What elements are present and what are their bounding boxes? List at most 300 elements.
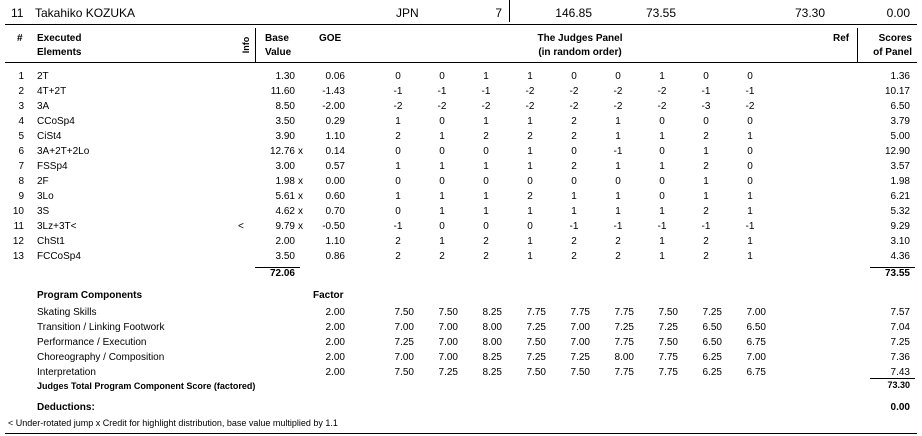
judge-goe-mark: 0 <box>439 176 445 187</box>
element-score: 4.36 <box>890 251 910 262</box>
judge-component-mark: 6.75 <box>746 367 766 378</box>
judge-goe-mark: 0 <box>571 146 577 157</box>
col-scores-header: Scores <box>878 33 912 44</box>
judge-goe-mark: 0 <box>747 161 753 172</box>
judge-goe-mark: 0 <box>747 116 753 127</box>
judge-component-mark: 8.00 <box>482 337 502 348</box>
element-score: 3.79 <box>890 116 910 127</box>
judge-goe-mark: 1 <box>527 161 533 172</box>
judge-component-mark: 7.25 <box>526 352 546 363</box>
judge-goe-mark: 1 <box>527 236 533 247</box>
judge-goe-mark: 0 <box>747 146 753 157</box>
judge-component-mark: 7.25 <box>394 337 414 348</box>
element-score: 3.10 <box>890 236 910 247</box>
element-base-value: 5.61 <box>275 191 295 202</box>
col-elements-header: Elements <box>37 47 82 58</box>
judge-component-mark: 7.75 <box>658 352 678 363</box>
judge-component-mark: 7.00 <box>438 322 458 333</box>
element-goe: 0.00 <box>325 176 345 187</box>
judge-goe-mark: 2 <box>395 131 401 142</box>
col-goe-header: GOE <box>319 33 342 44</box>
judge-goe-mark: 0 <box>395 71 401 82</box>
judge-component-mark: 8.25 <box>482 352 502 363</box>
judge-goe-mark: -2 <box>569 86 579 97</box>
judge-goe-mark: 1 <box>439 191 445 202</box>
judge-component-mark: 7.25 <box>614 322 634 333</box>
judge-goe-mark: 1 <box>439 206 445 217</box>
element-number: 8 <box>18 176 24 187</box>
judge-goe-mark: -2 <box>613 101 623 112</box>
component-name: Interpretation <box>37 367 96 378</box>
judge-goe-mark: 0 <box>659 176 665 187</box>
judge-goe-mark: 1 <box>527 71 533 82</box>
judge-goe-mark: 0 <box>571 176 577 187</box>
element-goe: 1.10 <box>325 236 345 247</box>
judge-goe-mark: -2 <box>437 101 447 112</box>
element-base-value: 3.50 <box>275 116 295 127</box>
col-executed-header: Executed <box>37 33 82 44</box>
components-title: Program Components <box>37 290 143 301</box>
judge-component-mark: 7.00 <box>570 337 590 348</box>
judge-component-mark: 7.00 <box>746 307 766 318</box>
judge-goe-mark: 1 <box>527 146 533 157</box>
element-number: 3 <box>18 101 24 112</box>
judge-goe-mark: 1 <box>571 206 577 217</box>
judge-goe-mark: 1 <box>659 251 665 262</box>
judge-goe-mark: 2 <box>571 131 577 142</box>
components-total: 73.30 <box>887 380 910 390</box>
judge-goe-mark: 1 <box>615 191 621 202</box>
base-value-total: 72.06 <box>269 268 295 279</box>
judge-goe-mark: -1 <box>745 86 755 97</box>
judge-goe-mark: 1 <box>483 191 489 202</box>
col-info-header: Info <box>241 36 251 54</box>
judge-component-mark: 7.75 <box>614 367 634 378</box>
element-row <box>0 146 922 161</box>
component-name: Transition / Linking Footwork <box>37 322 165 333</box>
element-base-value: 12.76 <box>269 146 295 157</box>
judge-goe-mark: 1 <box>659 71 665 82</box>
judge-goe-mark: -2 <box>613 86 623 97</box>
component-row <box>0 322 922 337</box>
element-row <box>0 131 922 146</box>
judge-component-mark: 7.50 <box>526 337 546 348</box>
judge-goe-mark: 1 <box>527 116 533 127</box>
total-component-score: 73.30 <box>794 6 825 20</box>
col-ref-header: Ref <box>833 33 850 44</box>
judge-component-mark: 7.25 <box>438 367 458 378</box>
judge-component-mark: 7.00 <box>570 322 590 333</box>
element-code: CCoSp4 <box>37 116 75 127</box>
judge-goe-mark: 0 <box>659 146 665 157</box>
col-num-header: # <box>17 33 23 44</box>
judge-goe-mark: -1 <box>613 221 623 232</box>
judge-component-mark: 6.25 <box>702 367 722 378</box>
judge-goe-mark: 1 <box>747 236 753 247</box>
judge-component-mark: 8.25 <box>482 307 502 318</box>
judge-component-mark: 6.50 <box>746 322 766 333</box>
total-element-score: 73.55 <box>645 6 676 20</box>
element-goe: 0.57 <box>325 161 345 172</box>
bottom-rule <box>5 433 917 434</box>
judge-goe-mark: 2 <box>615 236 621 247</box>
judge-goe-mark: 2 <box>571 161 577 172</box>
judge-component-mark: 6.50 <box>702 322 722 333</box>
element-number: 12 <box>12 236 24 247</box>
judge-goe-mark: 1 <box>615 161 621 172</box>
element-base-value: 3.00 <box>275 161 295 172</box>
element-goe: -0.50 <box>322 221 345 232</box>
judge-goe-mark: 1 <box>615 116 621 127</box>
judge-goe-mark: 1 <box>395 191 401 202</box>
element-code: 2T <box>37 71 49 82</box>
element-row <box>0 176 922 191</box>
judge-component-mark: 8.00 <box>482 322 502 333</box>
skater-rank: 11 <box>11 6 24 20</box>
judge-goe-mark: 2 <box>483 131 489 142</box>
judge-goe-mark: 1 <box>615 206 621 217</box>
judge-goe-mark: 0 <box>395 176 401 187</box>
element-goe: -1.43 <box>322 86 345 97</box>
summary-divider <box>509 0 510 22</box>
judge-goe-mark: 0 <box>439 116 445 127</box>
judge-goe-mark: 1 <box>659 161 665 172</box>
judge-goe-mark: -2 <box>657 101 667 112</box>
judge-component-mark: 7.00 <box>394 352 414 363</box>
judge-goe-mark: -2 <box>525 101 535 112</box>
judge-component-mark: 7.50 <box>658 307 678 318</box>
element-base-value: 1.98 <box>275 176 295 187</box>
judge-goe-mark: -2 <box>745 101 755 112</box>
judge-goe-mark: 0 <box>527 176 533 187</box>
judge-goe-mark: 2 <box>439 251 445 262</box>
element-number: 5 <box>18 131 24 142</box>
element-number: 6 <box>18 146 24 157</box>
element-row <box>0 251 922 266</box>
total-segment-score: 146.85 <box>555 6 592 20</box>
judge-goe-mark: 1 <box>483 116 489 127</box>
judge-goe-mark: 2 <box>703 161 709 172</box>
judge-component-mark: 7.50 <box>658 337 678 348</box>
element-row <box>0 86 922 101</box>
element-code: 3Lz+3T< <box>37 221 77 232</box>
element-code: 4T+2T <box>37 86 67 97</box>
judge-goe-mark: 2 <box>483 236 489 247</box>
component-score: 7.25 <box>890 337 910 348</box>
component-row <box>0 367 922 382</box>
element-row <box>0 161 922 176</box>
judge-component-mark: 7.00 <box>438 352 458 363</box>
starting-number: 7 <box>495 6 502 20</box>
judge-goe-mark: 0 <box>571 71 577 82</box>
score-total-rule <box>870 267 915 268</box>
element-code: FCCoSp4 <box>37 251 81 262</box>
judge-goe-mark: -1 <box>657 221 667 232</box>
judge-goe-mark: 1 <box>703 176 709 187</box>
col-base-header: Base <box>265 33 289 44</box>
judge-goe-mark: 2 <box>483 251 489 262</box>
element-base-value: 3.90 <box>275 131 295 142</box>
judge-goe-mark: 1 <box>439 161 445 172</box>
judge-component-mark: 7.25 <box>526 322 546 333</box>
skater-name: Takahiko KOZUKA <box>35 6 136 20</box>
judge-component-mark: 7.25 <box>658 322 678 333</box>
element-number: 7 <box>18 161 24 172</box>
judge-goe-mark: -2 <box>569 101 579 112</box>
col-value-header: Value <box>265 47 292 58</box>
judge-goe-mark: -1 <box>745 221 755 232</box>
header-rule <box>5 62 917 63</box>
element-goe: 1.10 <box>325 131 345 142</box>
col-of-panel-header: of Panel <box>873 47 912 58</box>
element-goe: 0.86 <box>325 251 345 262</box>
element-goe: 0.60 <box>325 191 345 202</box>
judge-component-mark: 7.75 <box>658 367 678 378</box>
judge-component-mark: 6.75 <box>746 337 766 348</box>
element-goe: 0.14 <box>325 146 345 157</box>
judge-goe-mark: 2 <box>703 236 709 247</box>
components-total-label: Judges Total Program Component Score (factored) <box>37 381 256 391</box>
elements-score-total: 73.55 <box>884 268 910 279</box>
element-code: 2F <box>37 176 49 187</box>
judge-goe-mark: 0 <box>615 71 621 82</box>
element-row <box>0 236 922 251</box>
judge-component-mark: 7.25 <box>570 352 590 363</box>
element-row <box>0 101 922 116</box>
element-number: 1 <box>18 71 24 82</box>
judge-goe-mark: 1 <box>659 131 665 142</box>
element-goe: -2.00 <box>322 101 345 112</box>
judge-goe-mark: 0 <box>659 191 665 202</box>
judges-panel-header: The Judges Panel <box>537 33 623 44</box>
judge-goe-mark: 0 <box>703 71 709 82</box>
judge-component-mark: 7.00 <box>394 322 414 333</box>
judge-goe-mark: 2 <box>571 116 577 127</box>
judge-goe-mark: 2 <box>571 251 577 262</box>
judge-component-mark: 6.50 <box>702 337 722 348</box>
element-number: 4 <box>18 116 24 127</box>
component-row <box>0 337 922 352</box>
component-factor: 2.00 <box>325 337 345 348</box>
element-bonus-flag: x <box>298 206 303 217</box>
judge-goe-mark: 1 <box>747 206 753 217</box>
judge-goe-mark: 1 <box>439 131 445 142</box>
component-row <box>0 307 922 322</box>
element-number: 9 <box>18 191 24 202</box>
component-score: 7.43 <box>890 367 910 378</box>
judge-goe-mark: 0 <box>527 221 533 232</box>
judge-goe-mark: 1 <box>747 131 753 142</box>
element-base-value: 2.00 <box>275 236 295 247</box>
element-row <box>0 206 922 221</box>
element-number: 11 <box>13 221 24 232</box>
deductions-value: 0.00 <box>890 402 910 413</box>
judge-goe-mark: 2 <box>527 191 533 202</box>
judge-goe-mark: -1 <box>393 86 403 97</box>
judge-goe-mark: 0 <box>395 146 401 157</box>
element-code: 3Lo <box>37 191 54 202</box>
element-row <box>0 71 922 86</box>
judge-goe-mark: 1 <box>395 161 401 172</box>
element-number: 13 <box>12 251 24 262</box>
scores-divider <box>857 28 858 62</box>
judge-goe-mark: 1 <box>659 206 665 217</box>
judge-goe-mark: -1 <box>481 86 491 97</box>
judge-goe-mark: 1 <box>527 206 533 217</box>
judge-goe-mark: 2 <box>703 131 709 142</box>
judge-goe-mark: 0 <box>659 116 665 127</box>
judge-goe-mark: 1 <box>439 236 445 247</box>
component-score: 7.36 <box>890 352 910 363</box>
top-rule <box>5 24 917 25</box>
element-bonus-flag: x <box>298 176 303 187</box>
judge-goe-mark: 1 <box>571 191 577 202</box>
judge-goe-mark: 1 <box>703 191 709 202</box>
judge-goe-mark: 0 <box>747 71 753 82</box>
element-base-value: 1.30 <box>275 71 295 82</box>
judge-goe-mark: -1 <box>701 86 711 97</box>
judge-goe-mark: 2 <box>395 251 401 262</box>
judge-component-mark: 8.00 <box>614 352 634 363</box>
element-score: 10.17 <box>884 86 910 97</box>
judge-component-mark: 7.00 <box>438 337 458 348</box>
element-code: 3S <box>37 206 50 217</box>
info-divider <box>255 28 256 62</box>
element-base-value: 8.50 <box>275 101 295 112</box>
judge-component-mark: 7.25 <box>702 307 722 318</box>
element-score: 1.36 <box>890 71 910 82</box>
judge-component-mark: 7.50 <box>570 367 590 378</box>
judge-goe-mark: 0 <box>395 206 401 217</box>
judge-goe-mark: 0 <box>439 221 445 232</box>
judge-goe-mark: 0 <box>483 146 489 157</box>
judge-component-mark: 7.75 <box>614 307 634 318</box>
element-bonus-flag: x <box>298 191 303 202</box>
judge-goe-mark: 0 <box>747 176 753 187</box>
element-score: 1.98 <box>890 176 910 187</box>
judge-goe-mark: 1 <box>483 71 489 82</box>
judge-goe-mark: 1 <box>483 161 489 172</box>
judge-component-mark: 7.75 <box>570 307 590 318</box>
element-score: 12.90 <box>884 146 910 157</box>
judge-component-mark: 7.50 <box>526 367 546 378</box>
element-info: < <box>238 221 244 232</box>
judge-goe-mark: 2 <box>703 206 709 217</box>
judge-goe-mark: 2 <box>703 251 709 262</box>
element-goe: 0.70 <box>325 206 345 217</box>
judge-goe-mark: 0 <box>615 176 621 187</box>
judge-component-mark: 7.50 <box>394 367 414 378</box>
element-base-value: 11.60 <box>270 86 295 97</box>
judge-goe-mark: 2 <box>395 236 401 247</box>
component-name: Skating Skills <box>37 307 97 318</box>
judge-component-mark: 7.75 <box>614 337 634 348</box>
component-score: 7.04 <box>890 322 910 333</box>
judge-goe-mark: 2 <box>615 251 621 262</box>
judge-goe-mark: -1 <box>569 221 579 232</box>
judge-goe-mark: 1 <box>527 251 533 262</box>
judge-goe-mark: 1 <box>747 251 753 262</box>
element-number: 2 <box>18 86 24 97</box>
element-bonus-flag: x <box>298 221 303 232</box>
total-deductions: 0.00 <box>886 6 910 20</box>
judge-goe-mark: -1 <box>701 221 711 232</box>
judge-goe-mark: -1 <box>393 221 403 232</box>
judge-goe-mark: -1 <box>437 86 447 97</box>
component-factor: 2.00 <box>325 322 345 333</box>
judge-goe-mark: 0 <box>703 116 709 127</box>
element-base-value: 9.79 <box>275 221 295 232</box>
component-row <box>0 352 922 367</box>
element-score: 5.00 <box>890 131 910 142</box>
element-score: 3.57 <box>890 161 910 172</box>
judge-goe-mark: 2 <box>527 131 533 142</box>
judges-panel-subheader: (in random order) <box>538 47 622 58</box>
judge-goe-mark: 1 <box>395 116 401 127</box>
element-score: 9.29 <box>890 221 910 232</box>
judge-goe-mark: 0 <box>439 71 445 82</box>
judge-goe-mark: -3 <box>701 101 711 112</box>
judge-component-mark: 7.00 <box>746 352 766 363</box>
judge-goe-mark: 1 <box>747 191 753 202</box>
component-name: Performance / Execution <box>37 337 147 348</box>
factor-header: Factor <box>313 290 344 301</box>
judge-component-mark: 8.25 <box>482 367 502 378</box>
judge-goe-mark: 1 <box>703 146 709 157</box>
judge-component-mark: 7.75 <box>526 307 546 318</box>
components-total-rule <box>870 378 915 379</box>
element-base-value: 4.62 <box>275 206 295 217</box>
skater-nation: JPN <box>396 6 419 20</box>
element-row <box>0 221 922 236</box>
component-score: 7.57 <box>890 307 910 318</box>
judge-goe-mark: 0 <box>439 146 445 157</box>
judge-goe-mark: -1 <box>613 146 623 157</box>
judge-goe-mark: 1 <box>659 236 665 247</box>
element-goe: 0.29 <box>325 116 345 127</box>
deductions-label: Deductions: <box>37 402 95 413</box>
judge-goe-mark: 2 <box>571 236 577 247</box>
element-code: FSSp4 <box>37 161 68 172</box>
judge-goe-mark: 0 <box>483 176 489 187</box>
element-number: 10 <box>12 206 24 217</box>
element-code: ChSt1 <box>37 236 65 247</box>
footnote: < Under-rotated jump x Credit for highlight distribution, base value multiplied by 1.1 <box>8 418 338 428</box>
judge-goe-mark: -2 <box>525 86 535 97</box>
component-name: Choreography / Composition <box>37 352 165 363</box>
base-total-rule <box>255 267 300 268</box>
element-score: 6.21 <box>890 191 910 202</box>
element-code: CiSt4 <box>37 131 62 142</box>
judge-goe-mark: -2 <box>481 101 491 112</box>
component-factor: 2.00 <box>325 367 345 378</box>
component-factor: 2.00 <box>325 352 345 363</box>
judge-goe-mark: 1 <box>483 206 489 217</box>
element-goe: 0.06 <box>325 71 345 82</box>
component-factor: 2.00 <box>325 307 345 318</box>
element-base-value: 3.50 <box>275 251 295 262</box>
element-row <box>0 116 922 131</box>
judge-goe-mark: -2 <box>393 101 403 112</box>
judge-component-mark: 6.25 <box>702 352 722 363</box>
judge-goe-mark: -2 <box>657 86 667 97</box>
element-row <box>0 191 922 206</box>
judge-goe-mark: 0 <box>483 221 489 232</box>
element-code: 3A <box>37 101 50 112</box>
element-code: 3A+2T+2Lo <box>37 146 90 157</box>
element-score: 6.50 <box>890 101 910 112</box>
element-score: 5.32 <box>890 206 910 217</box>
